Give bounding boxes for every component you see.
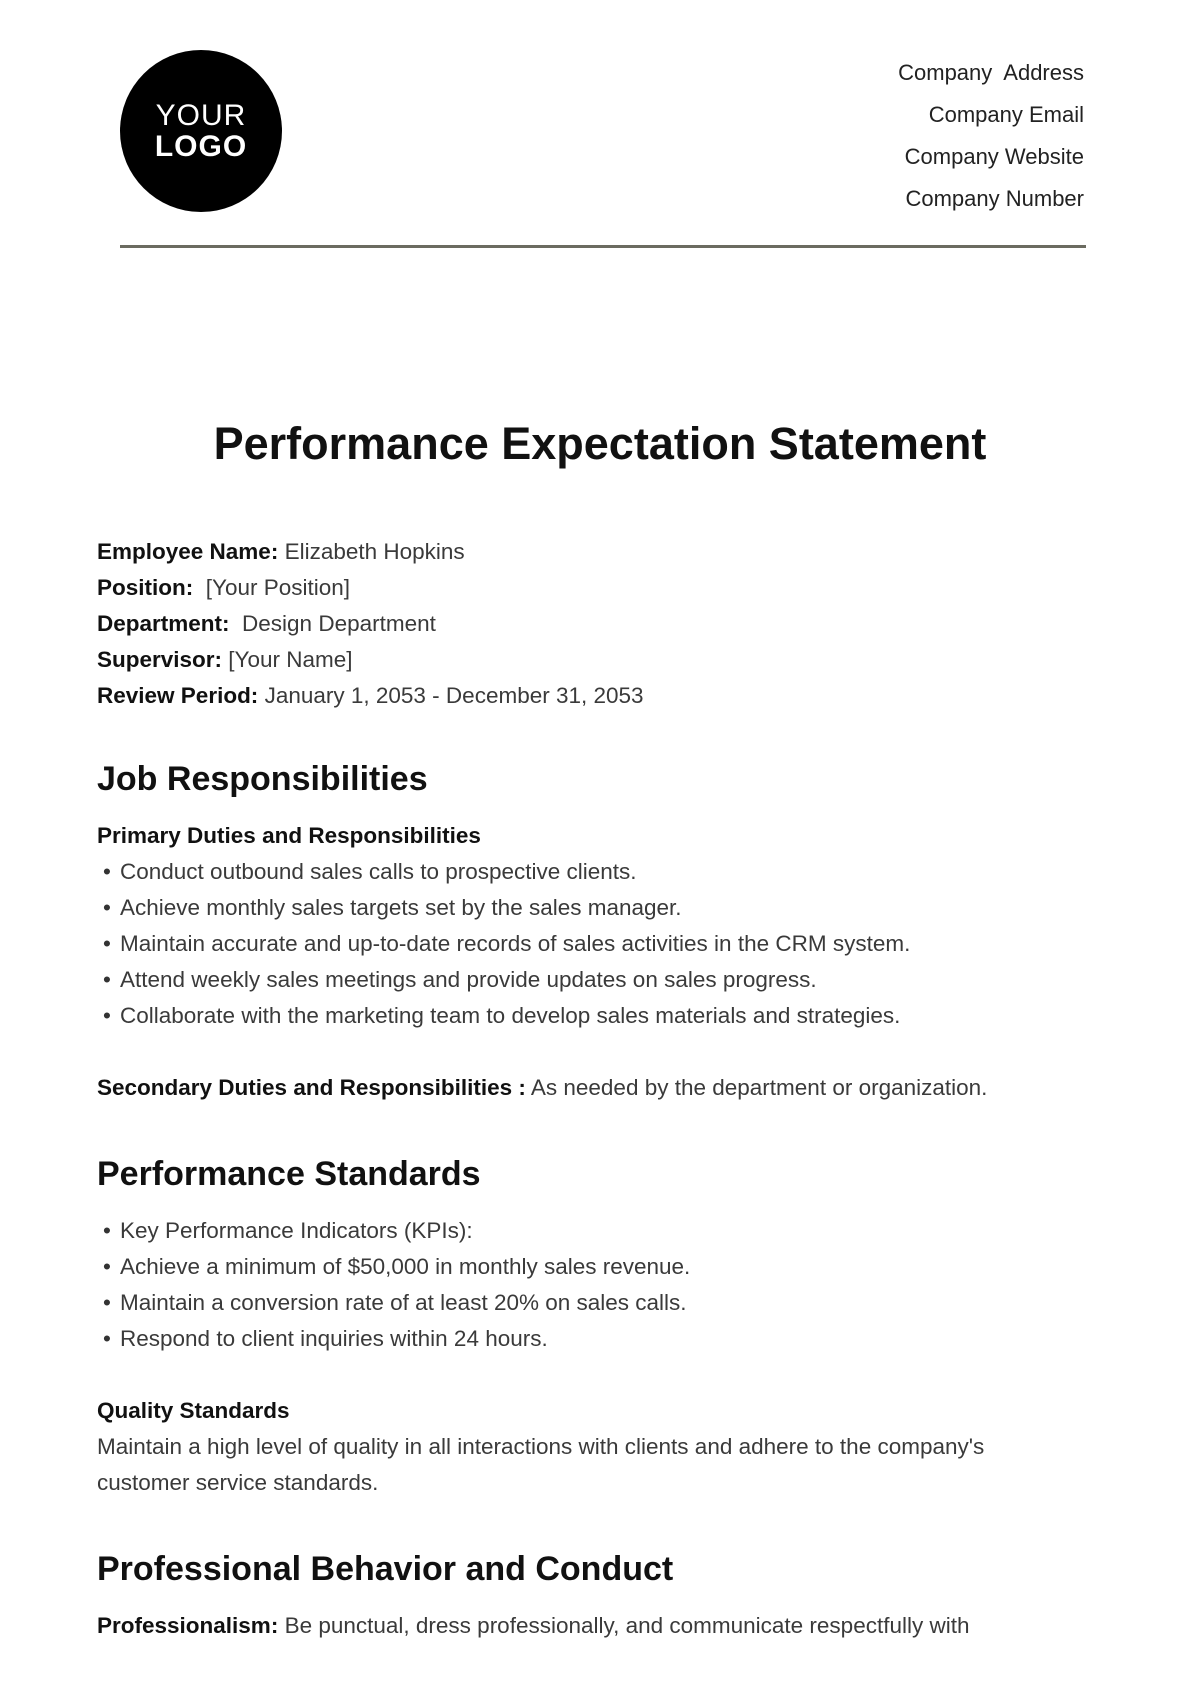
list-item: • Attend weekly sales meetings and provide updates on sales progress. [97,962,1107,998]
department-row [97,606,1107,642]
secondary-duties-label: Secondary Duties and Responsibilities : [97,1075,526,1100]
list-item: • Maintain a conversion rate of at least 20% on sales calls. [97,1285,1107,1321]
supervisor-value: [Your Name] [222,647,353,672]
employee-name-row [97,534,1107,570]
job-responsibilities-heading: Job Responsibilities [97,760,428,798]
professionalism-row [97,1608,1107,1644]
company-number: Company Number [905,186,1084,211]
performance-list [97,1213,1107,1357]
primary-duties-heading: Primary Duties and Responsibilities [97,823,481,848]
list-item: • Collaborate with the marketing team to develop sales materials and strategies. [97,998,1107,1034]
list-item: • Conduct outbound sales calls to prospective clients. [97,854,1107,890]
company-address: Company Address [898,60,1084,85]
position-value: [Your Position] [193,575,351,600]
quality-standards-text: Maintain a high level of quality in all interactions with clients and adhere to the company's customer service standards. [97,1434,985,1495]
primary-duties-list [97,854,1107,1034]
employee-name-value: Elizabeth Hopkins [278,539,465,564]
list-item: • Achieve a minimum of $50,000 in monthly sales revenue. [97,1249,1107,1285]
department-value: Design Department [229,611,436,636]
conduct-heading: Professional Behavior and Conduct [97,1550,674,1588]
professionalism-label: Professionalism: [97,1613,279,1638]
employee-name-label: Employee Name: [97,539,279,564]
list-item: • Achieve monthly sales targets set by the sales manager. [97,890,1107,926]
secondary-duties-row [97,1070,1107,1106]
list-item: • Respond to client inquiries within 24 hours. [97,1321,1107,1357]
supervisor-row [97,642,1107,678]
position-row [97,570,1107,606]
company-website: Company Website [904,144,1084,169]
company-info [898,52,1084,220]
header-divider [120,245,1086,248]
review-period-value: January 1, 2053 - December 31, 2053 [258,683,644,708]
company-logo [120,50,282,212]
list-item: • Key Performance Indicators (KPIs): [97,1213,1107,1249]
professionalism-value: Be punctual, dress professionally, and communicate respectfully with [278,1613,970,1638]
logo-text-top: YOUR [155,98,247,132]
secondary-duties-value: As needed by the department or organization. [525,1075,988,1100]
company-email: Company Email [928,102,1084,127]
employee-details [97,534,1107,714]
review-period-row [97,678,1107,714]
quality-standards-heading: Quality Standards [97,1398,290,1423]
document-body [97,534,1107,1644]
department-label: Department: [97,611,230,636]
review-period-label: Review Period: [97,683,259,708]
performance-standards-heading: Performance Standards [97,1155,481,1193]
document-title: Performance Expectation Statement [213,418,987,469]
position-label: Position: [97,575,194,600]
list-item: • Maintain accurate and up-to-date records of sales activities in the CRM system. [97,926,1107,962]
logo-text-bottom: LOGO [154,130,248,163]
supervisor-label: Supervisor: [97,647,223,672]
